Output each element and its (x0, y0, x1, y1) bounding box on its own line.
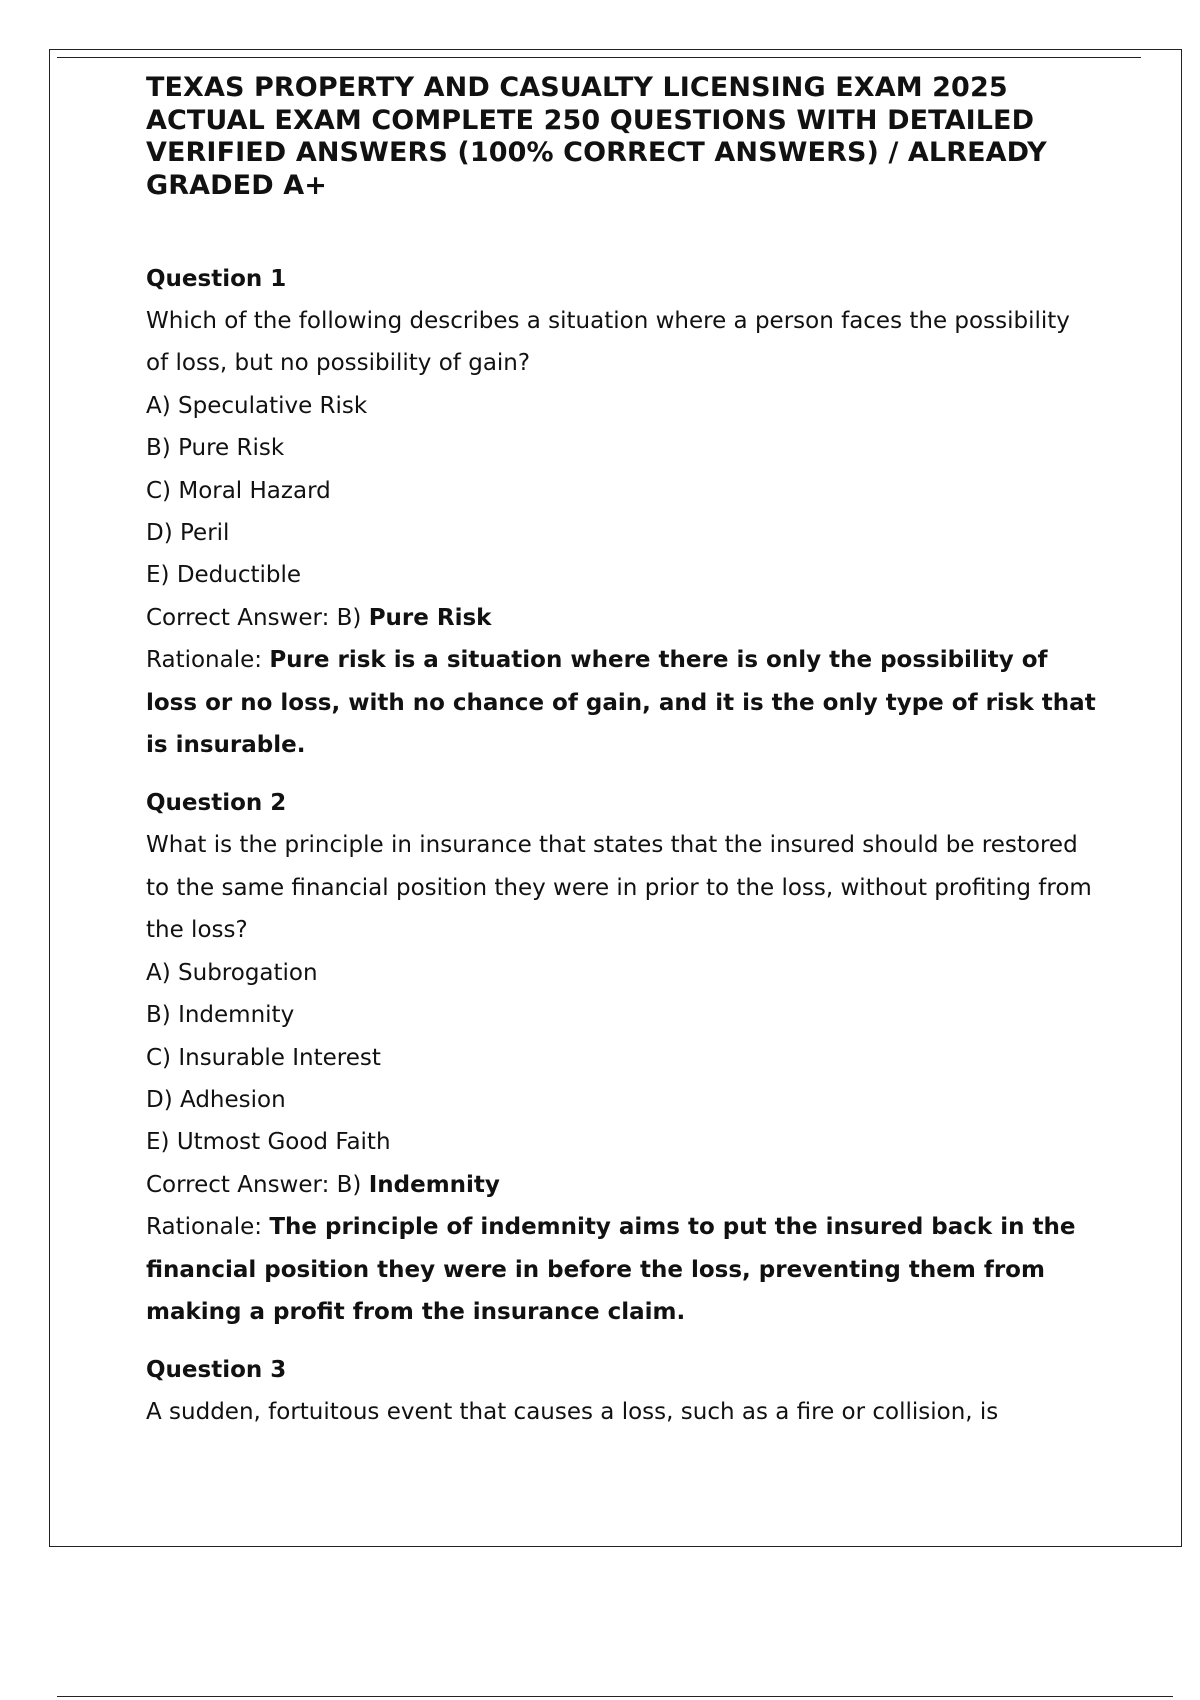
footer-rule (57, 1696, 1173, 1697)
correct-answer-value: Pure Risk (368, 604, 492, 631)
question-text: Which of the following describes a situation where a person faces the possibility of loss, but no possibility of gain? (146, 308, 1070, 377)
header-rule (57, 57, 1141, 58)
rationale-label: Rationale: (146, 647, 263, 674)
document-title: TEXAS PROPERTY AND CASUALTY LICENSING EXAM 2025 ACTUAL EXAM COMPLETE 250 QUESTIONS WITH DETAILED VERIFIED ANSWERS (100% CORRECT ANSWERS) / ALREADY GRADED A+ (146, 72, 1047, 201)
question-block (146, 782, 1096, 1333)
question-block (146, 1349, 1096, 1433)
correct-answer-value: Indemnity (368, 1171, 500, 1198)
rationale-text: Pure risk is a situation where there is only the possibility of loss or no loss, with no chance of gain, and it is the only type of risk that is insurable. (146, 647, 1096, 759)
answer-option: C) Moral Hazard (146, 477, 331, 504)
question-heading: Question 3 (146, 1357, 287, 1384)
answer-option: D) Peril (146, 520, 230, 547)
answer-option: C) Insurable Interest (146, 1044, 381, 1071)
question-block (146, 258, 1096, 766)
answer-options (146, 952, 1096, 1164)
rationale (146, 1206, 1096, 1333)
document-body (146, 72, 1096, 1434)
answer-option: A) Speculative Risk (146, 392, 368, 419)
rationale-text: The principle of indemnity aims to put the insured back in the financial position they were in before the loss, preventing them from making a profit from the insurance claim. (146, 1214, 1076, 1325)
question-text: A sudden, fortuitous event that causes a loss, such as a fire or collision, is (146, 1399, 999, 1426)
answer-option: B) Pure Risk (146, 435, 285, 462)
correct-answer-label: Correct Answer: B) (146, 604, 362, 631)
correct-answer (146, 1164, 1096, 1206)
rationale (146, 639, 1096, 766)
correct-answer-label: Correct Answer: B) (146, 1171, 362, 1198)
answer-options (146, 385, 1096, 597)
answer-option: D) Adhesion (146, 1086, 286, 1113)
question-heading: Question 2 (146, 790, 287, 817)
question-heading: Question 1 (146, 266, 287, 292)
rationale-label: Rationale: (146, 1214, 263, 1241)
question-text: What is the principle in insurance that states that the insured should be restored to the same financial position they were in prior to the loss, without profiting from the loss? (146, 832, 1092, 944)
correct-answer (146, 597, 1096, 639)
answer-option: E) Deductible (146, 562, 302, 589)
answer-option: A) Subrogation (146, 959, 318, 986)
answer-option: B) Indemnity (146, 1002, 295, 1029)
answer-option: E) Utmost Good Faith (146, 1129, 391, 1156)
